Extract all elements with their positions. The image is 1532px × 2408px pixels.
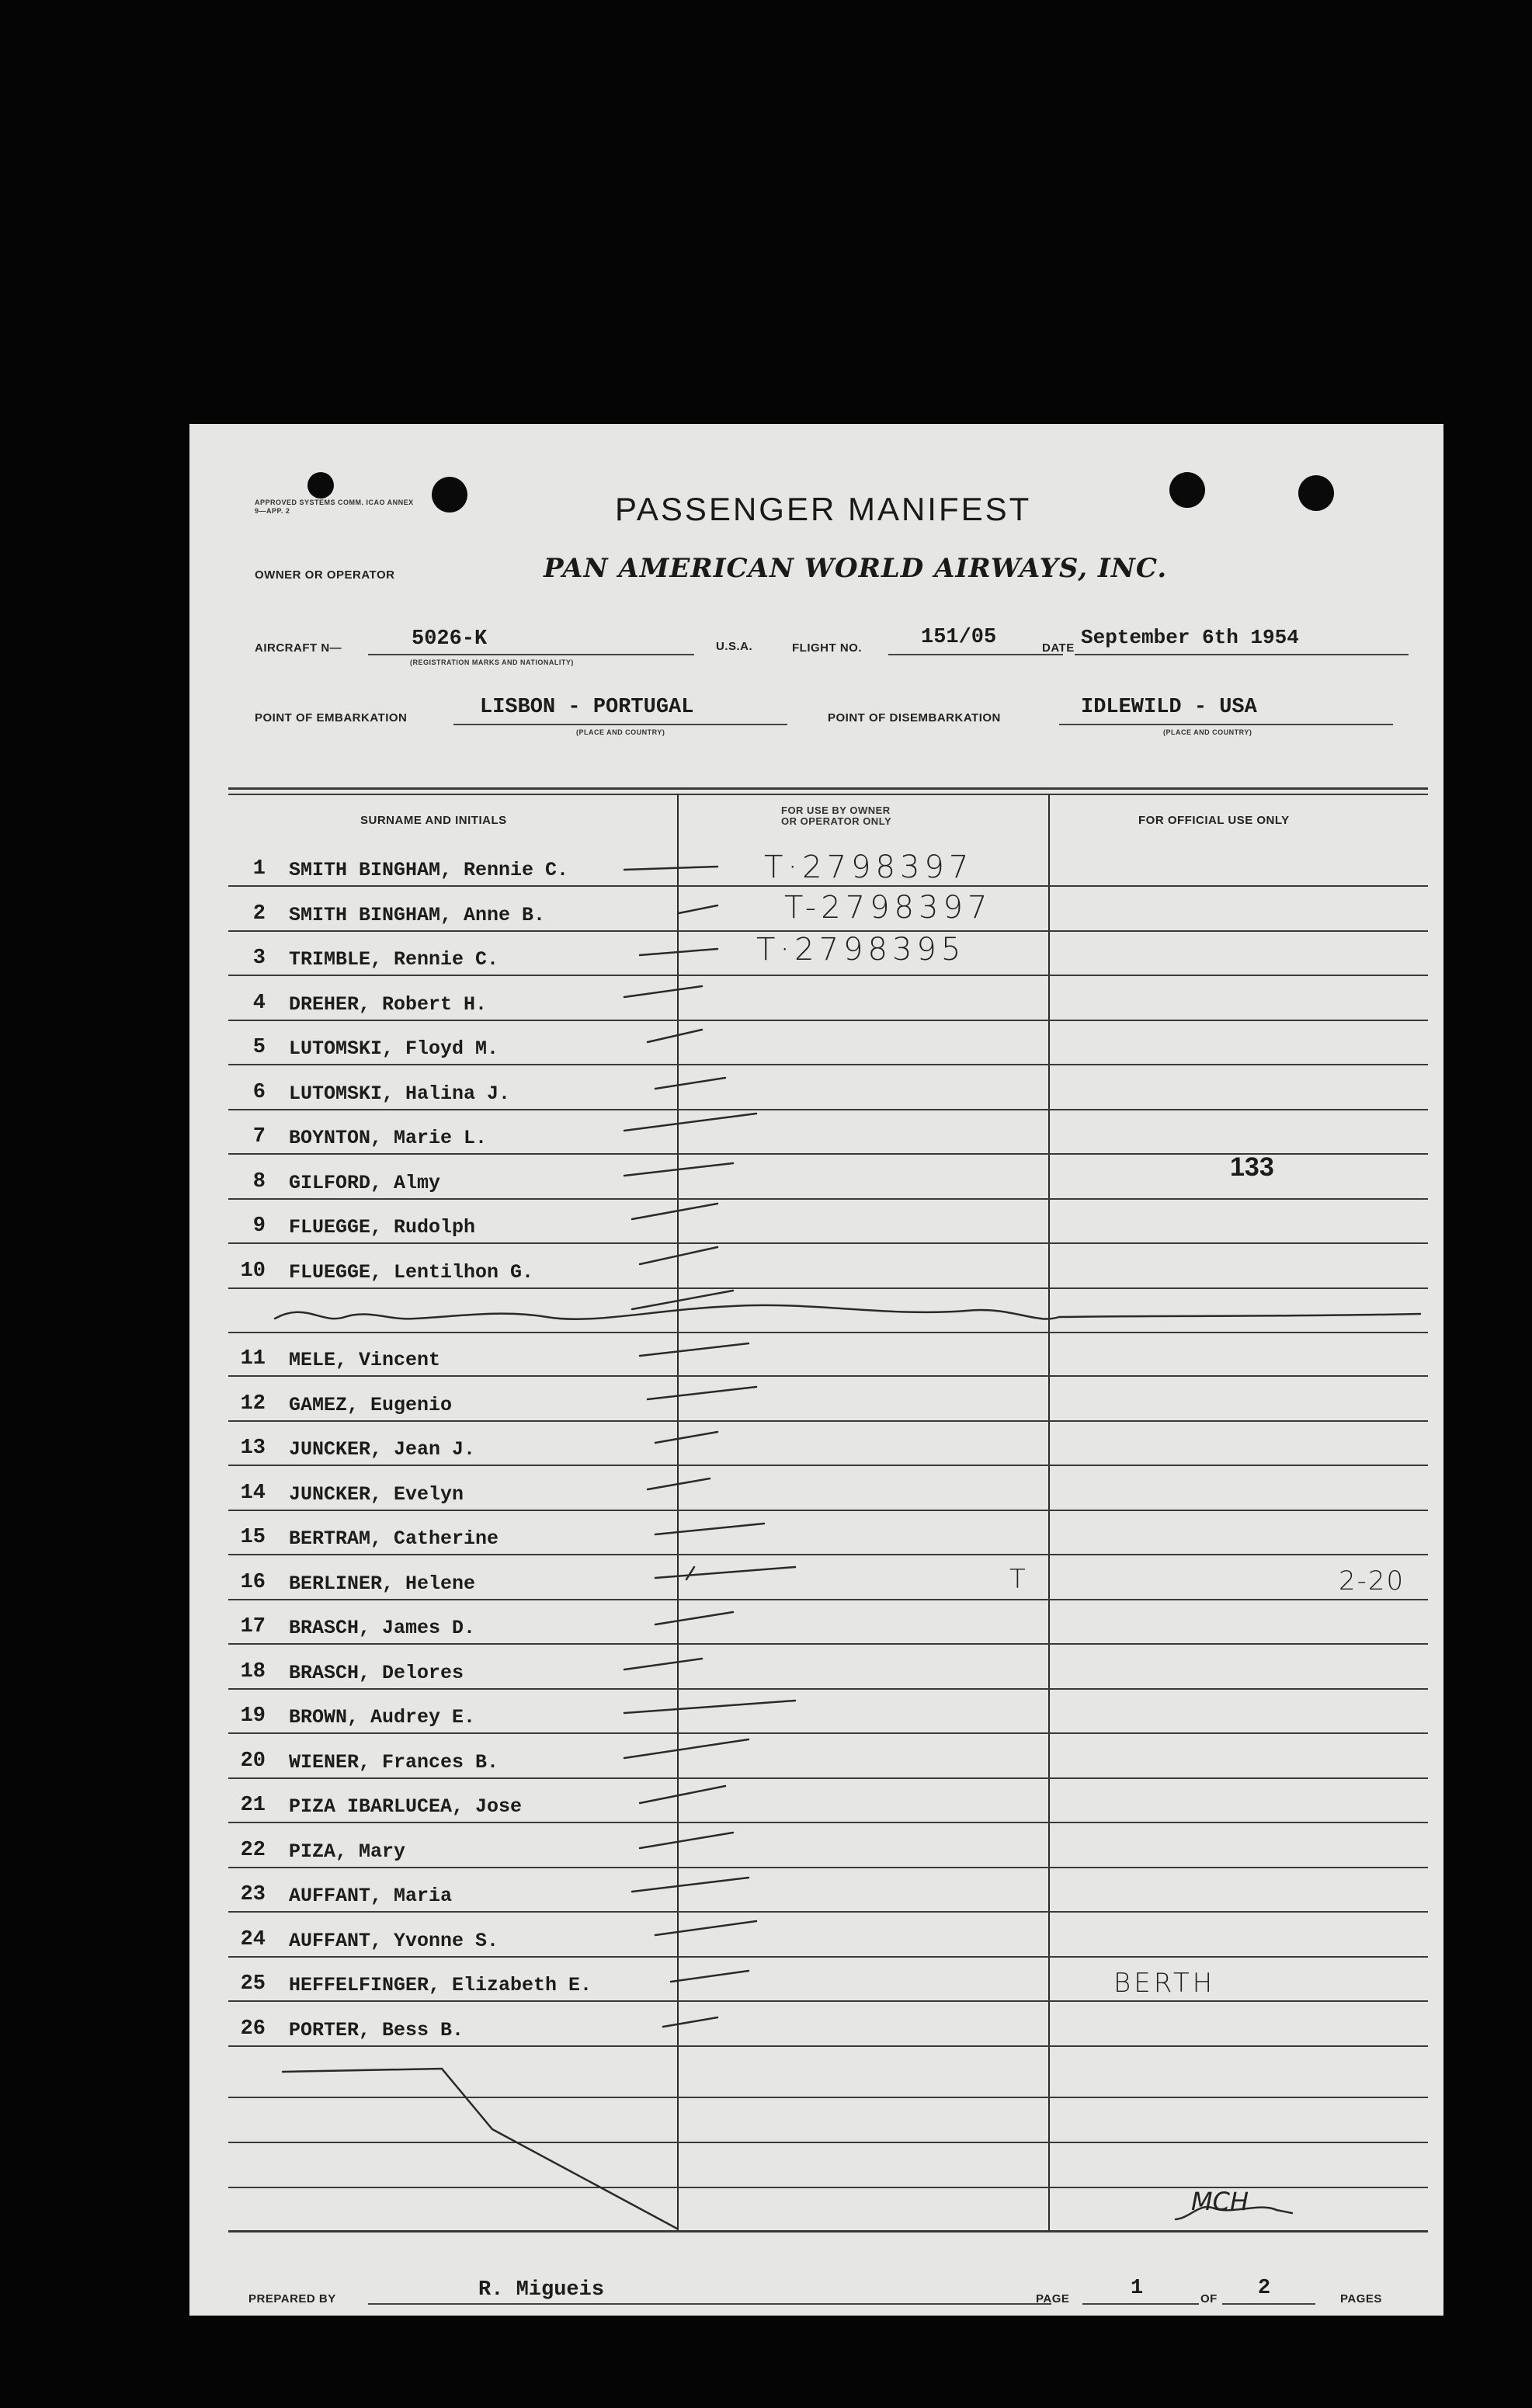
- passenger-number: 6: [252, 1080, 266, 1104]
- passenger-name: SMITH BINGHAM, Anne B.: [289, 903, 546, 926]
- passenger-name: LUTOMSKI, Floyd M.: [289, 1037, 499, 1060]
- passenger-name: BROWN, Audrey E.: [289, 1706, 476, 1729]
- passenger-name: BOYNTON, Marie L.: [289, 1127, 488, 1149]
- ticket-number: T·2798397: [764, 850, 974, 885]
- handwriting-layer: [189, 424, 1443, 2316]
- passenger-number: 11: [240, 1347, 266, 1371]
- form-title: PASSENGER MANIFEST: [615, 491, 1032, 527]
- owner-label: OWNER OR OPERATOR: [255, 568, 395, 582]
- passenger-name: JUNCKER, Jean J.: [289, 1438, 476, 1461]
- passenger-number: 21: [240, 1794, 266, 1817]
- passenger-name: BERLINER, Helene: [289, 1572, 476, 1595]
- passenger-name: FLUEGGE, Lentilhon G.: [289, 1260, 534, 1284]
- passenger-name: AUFFANT, Maria: [289, 1885, 453, 1907]
- operator-name: PAN AMERICAN WORLD AIRWAYS, INC.: [544, 553, 1168, 584]
- disembarkation-label: POINT OF DISEMBARKATION: [828, 711, 1001, 724]
- passenger-number: 14: [240, 1481, 266, 1505]
- passenger-number: 8: [252, 1169, 266, 1194]
- passenger-number: 26: [240, 2017, 266, 2041]
- passenger-number: 1: [252, 857, 266, 881]
- passenger-number: 19: [240, 1704, 266, 1728]
- column-header-owner: OR OPERATOR ONLY: [781, 815, 892, 827]
- embarkation-caption: (PLACE AND COUNTRY): [576, 728, 665, 736]
- passenger-number: 24: [240, 1927, 266, 1951]
- column-header-names: SURNAME AND INITIALS: [360, 814, 507, 827]
- page-label: PAGE: [1036, 2292, 1070, 2305]
- passenger-number: 5: [252, 1036, 266, 1059]
- passenger-name: FLUEGGE, Rudolph: [289, 1216, 476, 1239]
- passenger-number: 22: [240, 1838, 266, 1862]
- passenger-name: PIZA IBARLUCEA, Jose: [289, 1795, 523, 1818]
- passenger-number: 17: [240, 1615, 266, 1638]
- prepared-underline: [368, 2303, 1051, 2305]
- official-note: 2-20: [1339, 1565, 1405, 1597]
- passenger-number: 3: [252, 947, 266, 970]
- passenger-name: PIZA, Mary: [289, 1840, 406, 1863]
- passenger-name: PORTER, Bess B.: [289, 2018, 464, 2041]
- flight-date: September 6th 1954: [1081, 626, 1299, 649]
- page-underline: [1082, 2303, 1199, 2305]
- date-label: DATE: [1042, 641, 1075, 655]
- passenger-name: TRIMBLE, Rennie C.: [289, 948, 499, 971]
- passenger-number: 12: [240, 1392, 266, 1416]
- passenger-name: LUTOMSKI, Halina J.: [289, 1082, 511, 1105]
- column-header-owner: FOR USE BY OWNER: [781, 804, 891, 816]
- column-header-official: FOR OFFICIAL USE ONLY: [1138, 814, 1290, 827]
- disembarkation-caption: (PLACE AND COUNTRY): [1163, 728, 1252, 736]
- passenger-number: 18: [240, 1659, 266, 1684]
- passenger-number: 4: [252, 991, 266, 1015]
- aircraft-number: 5026-K: [412, 627, 488, 651]
- passenger-name: GILFORD, Almy: [289, 1171, 441, 1194]
- of-label: OF: [1200, 2292, 1218, 2305]
- disembarkation-place: IDLEWILD - USA: [1081, 696, 1257, 719]
- passenger-number: 20: [240, 1749, 266, 1773]
- passenger-number: 10: [240, 1259, 266, 1283]
- passenger-number: 13: [240, 1437, 266, 1460]
- passenger-name: GAMEZ, Eugenio: [289, 1393, 453, 1416]
- passenger-number: 15: [240, 1526, 266, 1549]
- passenger-name: BRASCH, Delores: [289, 1661, 464, 1684]
- embarkation-place: LISBON - PORTUGAL: [480, 696, 694, 719]
- passenger-number: 2: [252, 902, 266, 926]
- passenger-name: AUFFANT, Yvonne S.: [289, 1929, 499, 1952]
- passenger-name: WIENER, Frances B.: [289, 1750, 499, 1774]
- passenger-number: 25: [240, 1972, 266, 1996]
- passenger-number: 23: [240, 1883, 266, 1906]
- passenger-number: 9: [252, 1214, 266, 1238]
- page-number: 1: [1131, 2277, 1144, 2300]
- country-label: U.S.A.: [716, 640, 753, 653]
- passenger-name: BERTRAM, Catherine: [289, 1527, 499, 1550]
- prepared-by-label: PREPARED BY: [248, 2292, 336, 2305]
- passenger-number: 7: [252, 1125, 266, 1148]
- prepared-by-name: R. Migueis: [478, 2278, 605, 2302]
- approval-stamp: APPROVED SYSTEMS COMM. ICAO ANNEX 9—APP. 2: [255, 499, 414, 515]
- embarkation-label: POINT OF EMBARKATION: [255, 711, 408, 724]
- owner-mark: T: [1009, 1564, 1030, 1595]
- aircraft-caption: (REGISTRATION MARKS AND NATIONALITY): [410, 658, 574, 666]
- passenger-number: 16: [240, 1570, 266, 1594]
- flight-label: FLIGHT NO.: [792, 641, 862, 655]
- passenger-name: MELE, Vincent: [289, 1349, 441, 1371]
- official-note: BERTH: [1113, 1968, 1216, 1999]
- official-initials: MCH: [1191, 2187, 1249, 2216]
- passenger-name: DREHER, Robert H.: [289, 992, 488, 1016]
- ticket-number: T-2798397: [784, 890, 992, 926]
- flight-number: 151/05: [921, 626, 997, 649]
- official-count: 133: [1230, 1152, 1274, 1182]
- passenger-name: SMITH BINGHAM, Rennie C.: [289, 859, 569, 881]
- passenger-name: JUNCKER, Evelyn: [289, 1482, 464, 1506]
- manifest-sheet: [189, 424, 1443, 2316]
- aircraft-label: AIRCRAFT N—: [255, 641, 342, 655]
- pages-underline: [1222, 2303, 1315, 2305]
- total-pages: 2: [1258, 2277, 1271, 2300]
- passenger-name: BRASCH, James D.: [289, 1617, 476, 1639]
- passenger-name: HEFFELFINGER, Elizabeth E.: [289, 1974, 592, 1996]
- pages-label: PAGES: [1340, 2292, 1382, 2305]
- ticket-number: T·2798395: [756, 932, 966, 968]
